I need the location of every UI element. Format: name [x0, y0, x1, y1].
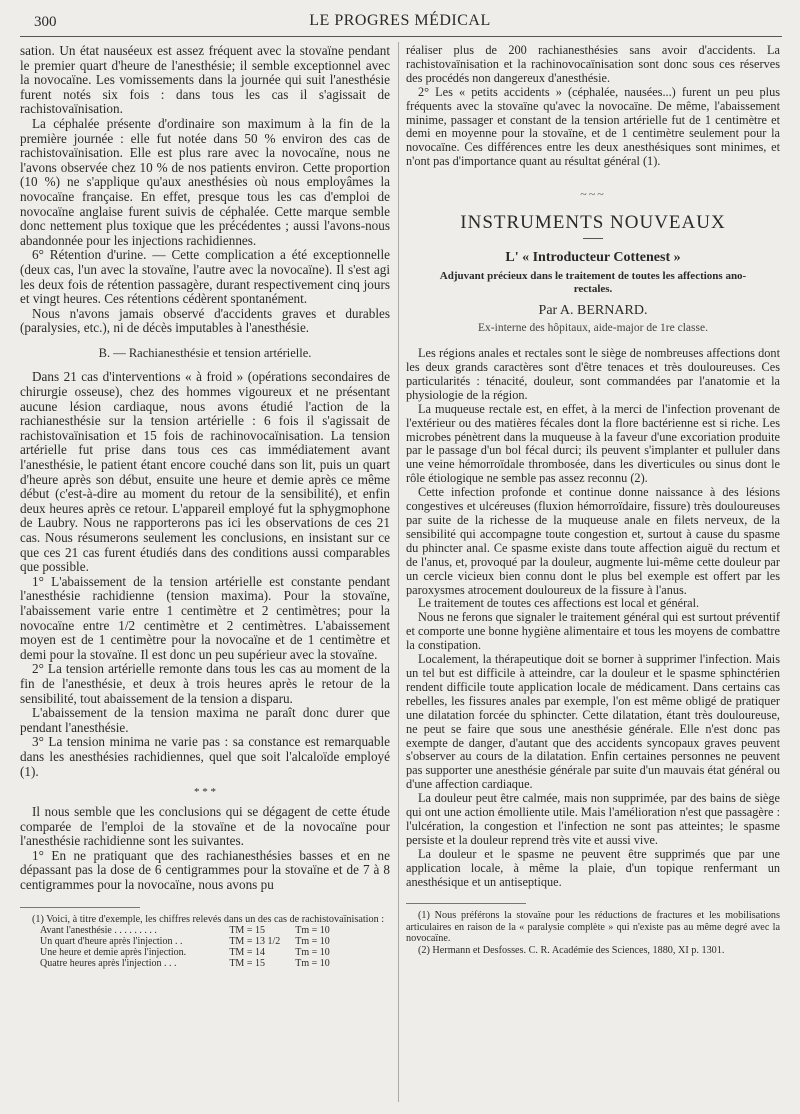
paragraph: L'abaissement de la tension maxima ne paraît donc durer que pendant l'anesthésie. — [20, 705, 390, 735]
table-row — [40, 936, 340, 947]
section-heading: B. — Rachianesthésie et tension artérielle. — [98, 345, 312, 360]
table-cell: Tm = 10 — [295, 925, 330, 937]
paragraph: Il nous semble que les conclusions qui se dégagent de cette étude comparée de l'emploi de la stovaïne et de la novocaïne pour l'anesthésie rachidienne sont les suivantes. — [20, 804, 390, 849]
column-divider — [398, 42, 399, 1102]
table-cell: TM = 15 — [229, 958, 265, 970]
paragraph: La céphalée présente d'ordinaire son maximum à la fin de la première journée : elle fut notée dans 50 % environ des cas de rachistovaïnisation. Elle est plus rare avec la novocaïne, nous ne l'avons observée chez 10 % de nos patients environ. Cette proportion (10 %) ne s'applique qu'aux anesthésies où nous employâmes la novocaïne française. En effet, presque tous les cas d'emploi de novocaïne anglaise furent suivis de céphalée. Cette marque semble donc nettement plus toxique que les précédentes ; aussi l'avons-nous abandonnée pour les injections rachidiennes. — [20, 115, 390, 248]
paragraph: Nous n'avons jamais observé d'accidents graves et durables (paralysies, etc.), ni de décès imputables à l'anesthésie. — [20, 305, 390, 336]
table-cell: Avant l'anesthésie . . . . . . . . . — [40, 925, 157, 937]
footnote-rule — [406, 903, 526, 904]
paragraph: La douleur et le spasme ne peuvent être supprimés que par une application locale, à même la plaie, d'un topique renfermant un anesthésique et un antiseptique. — [406, 846, 780, 889]
paragraph: Cette infection profonde et continue donne naissance à des lésions congestives et ulcéreuses (fluxion hémorroïdaire, fissure) très douloureuses par suite de la richesse de la muqueuse anale en filets nerveux, de la sensibilité qui accompagne toute congestion et, surtout à cause du spasme du phincter anal. Ce spasme existe dans toute affection aiguë du rectum et de l'anus, et, provoqué par la douleur, augmente lui-même cette douleur par un cercle vicieux bien connu dont le plus bel exemple est offert par les paroxysmes atrocement douloureux de la fissure à l'anus. — [406, 485, 780, 597]
table-cell: Tm = 10 — [295, 958, 330, 970]
author-line: Par A. BERNARD. — [538, 302, 648, 318]
paragraph: Dans 21 cas d'interventions « à froid » (opérations secondaires de chirurgie osseuse), chez des hommes vigoureux et ne présentant aucune lésion cardiaque, nous avons étudié l'action de la rachianesthésie sur la tension artérielle : 6 fois il s'agissait de rachistovaïnisation et 15 fois de rachinovocaïnisation. La tension artérielle fut prise dans tous ces cas immédiatement avant l'anesthésie, le patient étant encore couché dans son lit, puis un quart d'heure après son début, ensuite une heure et demie après ce même début (c'est-à-dire au moment du retour de la sensibilité), et enfin deux heures après ce retour. L'appareil employé fut la sphygmophone de Laubry. Nous ne rapporterons pas ici les observations de ces 21 cas. Nous résumerons seulement les conclusions, en insistant sur ce que ces 21 cas furent étudiés dans des conditions aussi comparables que possible. — [20, 369, 390, 575]
header-rule — [20, 36, 782, 37]
section-separator: * * * — [194, 786, 216, 799]
left-column — [20, 44, 390, 969]
article-subtitle: Adjuvant précieux dans le traitement de toutes les affections ano-rectales. — [439, 269, 747, 295]
paragraph: La douleur peut être calmée, mais non supprimée, par des bains de siège qui ont une action émolliente utile. Mais l'amélioration n'est que passagère : l'ulcération, la congestion et l'infection ne sont pas atteintes; le spasme persiste et la douleur reprend très vite et aussi vive. — [406, 791, 780, 847]
title-rule — [583, 238, 603, 239]
article-title: L' « Introducteur Cottenest » — [505, 250, 681, 266]
paragraph: Les régions anales et rectales sont le siège de nombreuses affections dont les deux grands caractères sont d'être tenaces et très douloureuses. Ces particularités : ténacité, douleur, sont commandées par l'anatomie et la physiologie de la région. — [406, 346, 780, 402]
paragraph: Le traitement de toutes ces affections est local et général. — [418, 596, 700, 611]
footnote: (1) Nous préférons la stovaïne pour les réductions de fractures et les mobilisations articulaires en raison de la « paralysie complète » qui n'existe pas au même degré avec la novocaïne. — [406, 910, 780, 945]
table-cell: Tm = 10 — [295, 936, 330, 948]
paragraph: 2° La tension artérielle remonte dans tous les cas au moment de la fin de l'anesthésie, et deux à trois heures après le retour de la sensibilité, tout abaissement de la tension a disparu. — [20, 661, 390, 706]
footnote-rule — [20, 907, 140, 908]
paragraph: 2° Les « petits accidents » (céphalée, nausées...) furent un peu plus fréquents avec la stovaïne qu'avec la novocaïne. De même, l'abaissement minime, passager et constant de la tension artérielle fut de 1 centimètre et demi en moyenne pour la stovaïne, et de 1 centimètre seulement pour la novocaïne. Ces différences entre les deux anesthésiques sont minimes, et n'ont pas d'importance quant au résultat général (1). — [406, 84, 780, 169]
page-header — [0, 8, 800, 36]
paragraph: La muqueuse rectale est, en effet, à la merci de l'infection provenant de l'extérieur ou des matières fécales dont la flore bactérienne est si riche. Les microbes pénètrent dans la muqueuse à la faveur d'une excoriation produite par le passage d'un bol fécal durci; ils peuvent s'implanter et pulluler dans une veine hémorroïdale thrombosée, dans les diverticules ou sinus dont le rôle étiologique ne semble pas assez reconnu (2). — [406, 401, 780, 486]
table-cell: Une heure et demie après l'injection. — [40, 947, 187, 959]
paragraph: 3° La tension minima ne varie pas : sa constance est remarquable dans les anesthésies rachidiennes, quel que soit l'alcaloïde employé (1). — [20, 734, 390, 779]
table-cell: TM = 14 — [229, 947, 265, 959]
paragraph: 6° Rétention d'urine. — Cette complication a été exceptionnelle (deux cas, l'un avec la stovaïne, l'autre avec la novocaïne). Il s'est agi les deux fois de rétention passagère, durant respectivement cinq jours et vingt heures. Ces rétentions cédèrent spontanément. — [20, 247, 390, 307]
section-title: INSTRUMENTS NOUVEAUX — [460, 211, 726, 233]
table-cell: Un quart d'heure après l'injection . . — [40, 936, 183, 948]
footnote: (2) Hermann et Desfosses. C. R. Académie des Sciences, 1880, XI p. 1301. — [418, 944, 725, 956]
table-row — [40, 947, 340, 958]
table-row — [40, 958, 340, 969]
page-number: 300 — [34, 14, 57, 30]
right-column — [406, 44, 780, 956]
footnote-table — [40, 925, 340, 969]
paragraph: Localement, la thérapeutique doit se borner à supprimer l'infection. Mais un tel but est difficile à atteindre, car la douleur et le spasme sphinctérien rendent difficile toute application locale de médicament. Dans certains cas rebelles, les fissures anales par exemple, l'on est même obligé de pratiquer une dilatation forcée du sphincter. Cette dilatation, étant très douloureuse, ne peut se faire que sous une anesthésie générale. Elle n'est donc pas exempte de danger, d'autant que des accidents syncopaux graves peuvent s'observer au cours de la dilatation. Enfin certaines personnes ne peuvent pas supporter une anesthésie générale par suite d'un mauvais état général ou d'une affection cardiaque. — [406, 652, 780, 792]
table-row — [40, 925, 340, 936]
paragraph: sation. Un état nauséeux est assez fréquent avec la stovaïne pendant le premier quart d'heure de l'anesthésie; il semble exceptionnel avec la novocaïne. Les vomissements dans la journée qui suit l'anesthésie furent notés six fois : dans tous les cas il s'agissait de rachistovaïnisation. — [20, 43, 390, 117]
table-cell: TM = 15 — [229, 925, 265, 937]
paragraph: 1° L'abaissement de la tension artérielle est constante pendant l'anesthésie rachidienne (tension maxima). Pour la stovaïne, l'abaissement varie entre 1 centimètre et 2 centimètres; pour la novocaïne entre 1/2 centimètre et 2 centimètres. L'abaissement moyen est de 1 centimètre pour la novocaïne et de 1 centimètre et demi pour la stovaïne. Il est donc un peu supérieur avec la stovaïne. — [20, 573, 390, 662]
table-cell: Tm = 10 — [295, 947, 330, 959]
paragraph: 1° En ne pratiquant que des rachianesthésies basses et en ne dépassant pas la dose de 6 centigrammes pour la stovaïne et de 7 à 8 centigrammes pour la novocaïne, nous avons pu — [20, 847, 390, 893]
paragraph: Nous ne ferons que signaler le traitement général qui est surtout préventif et comporte une bonne hygiène alimentaire et tous les moyens de combattre la constipation. — [406, 610, 780, 653]
footnote: (1) Voici, à titre d'exemple, les chiffres relevés dans un des cas de rachistovaïnisation : — [32, 913, 385, 925]
ornament: ~~~ — [580, 187, 606, 202]
journal-title: LE PROGRES MÉDICAL — [309, 12, 491, 29]
table-cell: Quatre heures après l'injection . . . — [40, 958, 177, 970]
author-affiliation: Ex-interne des hôpitaux, aide-major de 1re classe. — [478, 321, 708, 334]
table-cell: TM = 13 1/2 — [229, 936, 281, 948]
paragraph: réaliser plus de 200 rachianesthésies sans avoir d'accidents. La rachistovaïnisation et la rachinovocaïnisation sont donc sous ces réserves des procédés non dangereux d'anesthésie. — [406, 43, 780, 85]
